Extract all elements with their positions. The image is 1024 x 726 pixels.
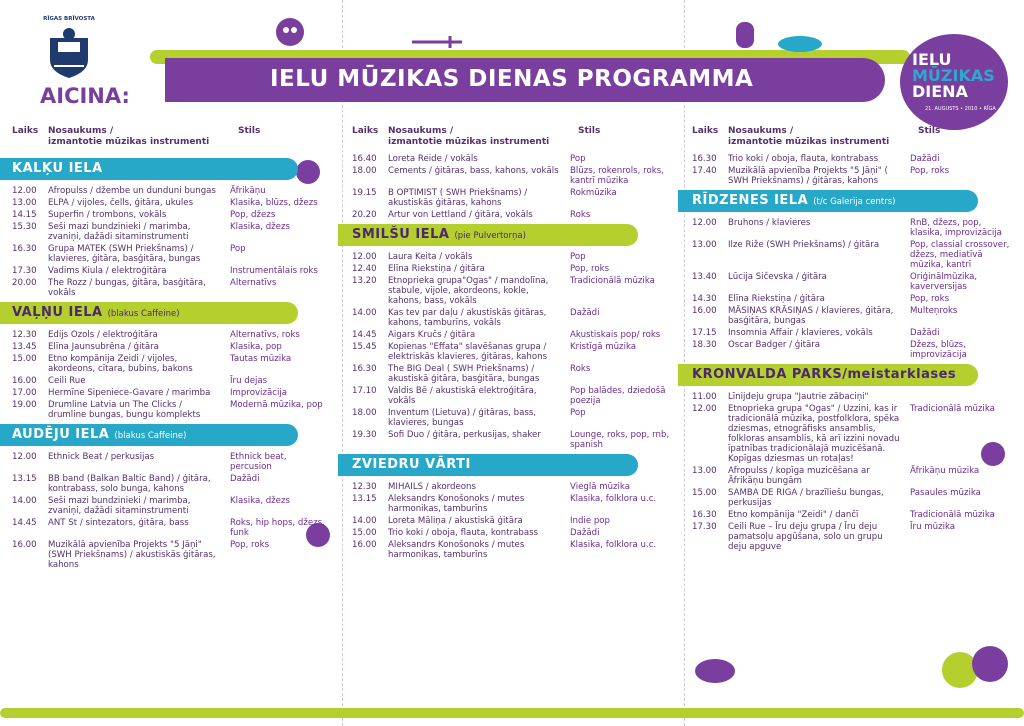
music-style: Pop, classial crossover, džezs, mediatīvā mūzika, kantrī (910, 240, 1010, 270)
program-column-3 (692, 126, 1022, 554)
performance-time: 13.40 (692, 272, 717, 282)
column-divider (684, 0, 685, 726)
performer-name: Bruhons / klavieres (728, 218, 811, 228)
performance-time: 13.20 (352, 276, 377, 286)
performance-time: 13.45 (12, 342, 37, 352)
performer-name: MĀSIŅAS KRĀSIŅAS / klavieres, ģitāra, basģitāra, bungas (728, 306, 894, 326)
performer-name: Līnijdeju grupa "Jautrie zābaciņi" (728, 392, 869, 402)
music-style: RnB, džezs, pop, klasika, improvizācija (910, 218, 1002, 238)
performance-time: 12.00 (692, 404, 717, 414)
trombone-doodle-icon (410, 32, 470, 52)
music-style: Pop (230, 244, 246, 254)
street-name: VAĻŅU IELA (12, 305, 103, 320)
schedule-row (692, 466, 1022, 486)
performance-time: 15.00 (352, 528, 377, 538)
performer-name: ANT St / sintezators, ģitāra, bass (48, 518, 189, 528)
program-column-2 (352, 126, 682, 562)
performer-name: Etno kompānija Zeidi / vijoles, akordeons, cītara, bubins, bakons (48, 354, 193, 374)
schedule-row (12, 210, 342, 220)
music-style: Pop, džezs (230, 210, 276, 220)
header-style: Stils (578, 126, 601, 136)
music-style: Dažādi (910, 154, 940, 164)
music-style: Akustiskais pop/ roks (570, 330, 661, 340)
music-style: Āfrikāņu (230, 186, 266, 196)
performance-time: 12.00 (352, 252, 377, 262)
schedule-row (352, 252, 682, 262)
logo-subtitle: 21. AUGUSTS • 2010 • RĪGA (925, 106, 996, 112)
music-style: Oriģinālmūzika, kaverversijas (910, 272, 978, 292)
street-heading (0, 424, 298, 446)
schedule-row (352, 188, 682, 208)
performer-name: Muzikālā apvienība Projekts "5 Jāņi" ( SWH Priekšnams) / ģitāras, kahons (728, 166, 888, 186)
performance-time: 14.15 (12, 210, 37, 220)
performer-name: The Rozz / bungas, ģitāra, basģitāra, vokāls (48, 278, 206, 298)
performer-name: ELPA / vijoles, čells, ģitāra, ukules (48, 198, 194, 208)
music-style: Roks (570, 210, 591, 220)
header-name: Nosaukums / izmantotie mūzikas instrumenti (728, 126, 890, 147)
performer-name: Aleksandrs Konošonoks / mutes harmonikas, tamburīns (388, 540, 525, 560)
schedule-row (12, 354, 342, 374)
performer-name: Seši mazi bundzinieki / marimba, zvaniņi, dažādi sitaminstrumenti (48, 222, 191, 242)
snail-doodle-icon (770, 26, 830, 56)
performance-time: 16.30 (692, 510, 717, 520)
performance-time: 13.00 (12, 198, 37, 208)
music-style: Klasika, folklora u.c. (570, 540, 657, 550)
street-note: (blakus Caffeine) (114, 431, 187, 441)
music-style: Dažādi (910, 328, 940, 338)
schedule-row (352, 276, 682, 306)
performance-time: 19.30 (352, 430, 377, 440)
music-style: Pop balādes, dziedošā poezija (570, 386, 666, 406)
music-style: Klasika, folklora u.c. (570, 494, 657, 504)
schedule-row (692, 522, 1022, 552)
music-style (910, 392, 1010, 402)
performer-name: Etnoprieka grupa"Ogas" / mandolīna, stabule, vijole, akordeons, kokle, kahons, bass, vokāls (388, 276, 549, 306)
monster-doodle-icon (270, 12, 310, 52)
music-style: Klasika, džezs (230, 222, 290, 232)
performer-name: Insomnia Affair / klavieres, vokāls (728, 328, 873, 338)
performance-time: 15.45 (352, 342, 377, 352)
schedule-row (352, 308, 682, 328)
performer-name: Ceili Rue – Īru deju grupa / Īru deju pamatsoļu apgūšana, solo un grupu deju apguve (728, 522, 883, 552)
creature-doodle-icon (730, 14, 760, 54)
performer-name: Vadims Kiula / elektroģitāra (48, 266, 167, 276)
schedule-row (12, 518, 342, 538)
performer-name: Aigars Kručs / ģitāra (388, 330, 476, 340)
music-style: Tradicionālā mūzika (570, 276, 655, 286)
schedule-row (12, 266, 342, 276)
street-note: (blakus Caffeine) (107, 309, 180, 319)
schedule-row (352, 330, 682, 340)
header-time: Laiks (692, 126, 719, 136)
music-style: Pop, roks (910, 166, 950, 176)
performance-time: 18.00 (352, 166, 377, 176)
schedule-row (352, 516, 682, 526)
performance-time: 20.20 (352, 210, 377, 220)
performer-name: Superfin / trombons, vokāls (48, 210, 167, 220)
performance-time: 12.40 (352, 264, 377, 274)
page-title: IELU MŪZIKAS DIENAS PROGRAMMA (270, 66, 754, 92)
schedule-row (692, 488, 1022, 508)
performance-time: 17.10 (352, 386, 377, 396)
performance-time: 14.00 (352, 516, 377, 526)
performer-name: Hermīne Sipeniece-Gavare / marimba (48, 388, 211, 398)
performance-time: 18.30 (692, 340, 717, 350)
performance-time: 19.00 (12, 400, 37, 410)
music-style: Pop (570, 154, 586, 164)
street-heading (678, 190, 978, 212)
performance-time: 16.00 (12, 540, 37, 550)
street-name: ZVIEDRU VĀRTI (352, 457, 471, 472)
street-name: KRONVALDA PARKS/meistarklases (692, 367, 957, 382)
performer-name: Drumline Latvia un The Clicks / drumline bungas, bungu komplekts (48, 400, 201, 420)
performer-name: B OPTIMIST ( SWH Priekšnams) / akustiskās ģitāras, kahons (388, 188, 528, 208)
performance-time: 16.00 (352, 540, 377, 550)
performer-name: Inventum (Lietuva) / ģitāras, bass, klavieres, bungas (388, 408, 537, 428)
music-style: Pop (570, 408, 586, 418)
header-style: Stils (918, 126, 941, 136)
schedule-row (692, 340, 1022, 360)
performance-time: 15.00 (692, 488, 717, 498)
performer-name: Edijs Ozols / elektroģitāra (48, 330, 158, 340)
music-style: Pop, roks (910, 294, 950, 304)
performance-time: 14.45 (12, 518, 37, 528)
schedule-row (12, 198, 342, 208)
performance-time: 13.00 (692, 240, 717, 250)
schedule-row (12, 278, 342, 298)
music-style: Klasika, džezs (230, 496, 290, 506)
table-header (692, 126, 1022, 154)
performer-name: Etno kompānija "Zeidi" / dančī (728, 510, 859, 520)
music-style: Indie pop (570, 516, 611, 526)
performance-time: 12.00 (12, 452, 37, 462)
performance-time: 13.00 (692, 466, 717, 476)
schedule-row (12, 388, 342, 398)
bottom-ribbon (0, 708, 1024, 718)
music-style: Džezs, blūzs, improvizācija (910, 340, 967, 360)
performance-time: 12.30 (12, 330, 37, 340)
music-style: Klasika, blūzs, džezs (230, 198, 318, 208)
schedule-row (692, 154, 1022, 164)
schedule-row (352, 540, 682, 560)
performer-name: Laura Keita / vokāls (388, 252, 473, 262)
performance-time: 15.30 (12, 222, 37, 232)
performance-time: 14.00 (12, 496, 37, 506)
street-name: RĪDZENES IELA (692, 193, 809, 208)
performer-name: Afropulss / kopīga muzicēšana ar Āfrikāņu bungām (728, 466, 870, 486)
music-style: Rokmūzika (570, 188, 617, 198)
header-name: Nosaukums / izmantotie mūzikas instrumenti (388, 126, 550, 147)
header-time: Laiks (12, 126, 39, 136)
performance-time: 13.15 (12, 474, 37, 484)
music-style: Dažādi (570, 528, 600, 538)
schedule-row (692, 166, 1022, 186)
performer-name: Grupa MATEK (SWH Priekšnams) / klavieres, ģitāra, basģitāra, bungas (48, 244, 201, 264)
performer-name: Cements / ģitāras, bass, kahons, vokāls (388, 166, 559, 176)
logo-line-1: IELU (912, 50, 952, 69)
music-style: Blūzs, rokenrols, roks, kantrī mūzika (570, 166, 664, 186)
trees-doodle-icon (935, 640, 1015, 710)
music-style: Kristīgā mūzika (570, 342, 637, 352)
performance-time: 16.40 (352, 154, 377, 164)
schedule-row (692, 272, 1022, 292)
performance-time: 17.30 (692, 522, 717, 532)
music-style: Instrumentālais roks (230, 266, 318, 276)
invite-label: AICINA: (40, 84, 130, 108)
performer-name: Etnoprieka grupa "Ogas" / Uzzini, kas ir tradicionālā mūzika, postfolklora, spēka dziesmas, etnogrāfisks ansamblis, folkloras ansamblis, kā arī izzini novadu īpatnības tradicionālajā muzicēšanā. Kopīgas dziesmas un rotaļas! (728, 404, 900, 464)
rain-cloud-doodle-icon (690, 655, 740, 695)
logo-line-2: MŪZIKAS (912, 66, 995, 85)
music-style: Vieglā mūzika (570, 482, 631, 492)
schedule-row (12, 376, 342, 386)
schedule-row (12, 222, 342, 242)
street-heading (0, 302, 298, 324)
schedule-row (692, 294, 1022, 304)
music-style: Roks (570, 364, 591, 374)
schedule-row (12, 474, 342, 494)
performer-name: Afropulss / džembe un dunduni bungas (48, 186, 216, 196)
performer-name: Oscar Badger / ģitāra (728, 340, 821, 350)
schedule-row (12, 496, 342, 516)
performance-time: 12.30 (352, 482, 377, 492)
street-heading (338, 224, 638, 246)
street-heading (678, 364, 978, 386)
performer-name: Loreta Māliņa / akustiskā ģitāra (388, 516, 523, 526)
schedule-row (692, 404, 1022, 464)
schedule-row (352, 210, 682, 220)
performer-name: Sofi Duo / ģitāra, perkusijas, shaker (388, 430, 541, 440)
music-style: Pasaules mūzika (910, 488, 981, 498)
schedule-row (692, 218, 1022, 238)
table-header (352, 126, 682, 154)
music-style: Lounge, roks, pop, rnb, spanish (570, 430, 670, 450)
performer-name: SAMBA DE RIGA / brazīliešu bungas, perkusijas (728, 488, 884, 508)
performance-time: 14.00 (352, 308, 377, 318)
performer-name: Ceili Rue (48, 376, 86, 386)
schedule-row (352, 482, 682, 492)
schedule-row (352, 386, 682, 406)
schedule-row (692, 306, 1022, 326)
performer-name: Kas tev par daļu / akustiskās ģitāras, kahons, tamburīns, vokāls (388, 308, 547, 328)
music-style: Ethnick beat, percusion (230, 452, 287, 472)
schedule-row (352, 430, 682, 450)
street-note: (pie Pulvertorņa) (454, 231, 526, 241)
schedule-row (12, 342, 342, 352)
music-style: Improvizācija (230, 388, 287, 398)
music-style: Multeņroks (910, 306, 958, 316)
schedule-row (692, 510, 1022, 520)
performer-name: Lūcija Sičevska / ģitāra (728, 272, 827, 282)
performance-time: 17.40 (692, 166, 717, 176)
performer-name: Artur von Lettland / ģitāra, vokāls (388, 210, 533, 220)
schedule-row (352, 528, 682, 538)
header-name: Nosaukums / izmantotie mūzikas instrumenti (48, 126, 210, 147)
performer-name: The BIG Deal ( SWH Priekšnams) / akustiskā ģitāra, basģitāra, bungas (388, 364, 540, 384)
festival-logo-text (912, 52, 1008, 100)
performance-time: 20.00 (12, 278, 37, 288)
street-heading (338, 454, 638, 476)
music-style: Dažādi (570, 308, 600, 318)
music-style: Modernā mūzika, pop (230, 400, 323, 410)
schedule-row (692, 240, 1022, 270)
street-name: SMILŠU IELA (352, 227, 450, 242)
music-style: Tradicionālā mūzika (910, 404, 995, 414)
schedule-row (352, 408, 682, 428)
schedule-row (12, 452, 342, 472)
riga-freeport-crest-icon (40, 16, 98, 80)
performance-time: 18.00 (352, 408, 377, 418)
performer-name: Muzikālā apvienība Projekts "5 Jāņi" (SWH Priekšnams) / akustiskās ģitāras, kahons (48, 540, 216, 570)
program-column-1 (12, 126, 342, 572)
performance-time: 16.00 (12, 376, 37, 386)
performance-time: 17.00 (12, 388, 37, 398)
music-style: Klasika, pop (230, 342, 282, 352)
performance-time: 17.30 (12, 266, 37, 276)
performer-name: Trio koki / oboja, flauta, kontrabass (388, 528, 539, 538)
performer-name: Seši mazi bundzinieki / marimba, zvaniņi, dažādi sitaminstrumenti (48, 496, 191, 516)
performance-time: 11.00 (692, 392, 717, 402)
schedule-row (352, 154, 682, 164)
column-divider (342, 0, 343, 726)
performance-time: 13.15 (352, 494, 377, 504)
performance-time: 14.30 (692, 294, 717, 304)
performer-name: MIHAILS / akordeons (388, 482, 476, 492)
performer-name: Aleksandrs Konošonoks / mutes harmonikas, tamburīns (388, 494, 525, 514)
music-style: Īru mūzika (910, 522, 956, 532)
header-time: Laiks (352, 126, 379, 136)
music-style: Pop, roks (570, 264, 610, 274)
performer-name: Elīna Jaunsubrēna / ģitāra (48, 342, 159, 352)
performer-name: Valdis Bē / akustiskā elektroģitāra, vokāls (388, 386, 537, 406)
performance-time: 17.15 (692, 328, 717, 338)
music-style: Dažādi (230, 474, 260, 484)
logo-line-3: DIENA (912, 82, 968, 101)
music-style: Pop, roks (230, 540, 270, 550)
performer-name: Elīna Riekstiņa / ģitāra (388, 264, 485, 274)
performance-time: 16.00 (692, 306, 717, 316)
music-style: Āfrikāņu mūzika (910, 466, 980, 476)
performer-name: Trio koki / oboja, flauta, kontrabass (728, 154, 879, 164)
performance-time: 16.30 (352, 364, 377, 374)
performer-name: BB band (Balkan Baltic Band) / ģitāra, kontrabass, solo bunga, kahons (48, 474, 211, 494)
street-name: KALĶU IELA (12, 161, 103, 176)
performance-time: 16.30 (692, 154, 717, 164)
table-header (12, 126, 342, 154)
music-style: Roks, hip hops, džezs, funk (230, 518, 325, 538)
performance-time: 19.15 (352, 188, 377, 198)
performance-time: 12.00 (692, 218, 717, 228)
schedule-row (12, 186, 342, 196)
schedule-row (692, 328, 1022, 338)
schedule-row (352, 264, 682, 274)
street-heading (0, 158, 298, 180)
street-note: (t/c Galerija centrs) (813, 197, 896, 207)
performance-time: 15.00 (12, 354, 37, 364)
crest-text: RĪGAS BRĪVOSTA (43, 16, 95, 22)
performance-time: 12.00 (12, 186, 37, 196)
schedule-row (352, 494, 682, 514)
performer-name: Ilze Riže (SWH Priekšnams) / ģitāra (728, 240, 880, 250)
music-style: Alternatīvs (230, 278, 277, 288)
schedule-row (692, 392, 1022, 402)
performance-time: 14.45 (352, 330, 377, 340)
performer-name: Kopienas "Effata" slavēšanas grupa / elektriskās klavieres, ģitāras, kahons (388, 342, 548, 362)
music-style: Pop (570, 252, 586, 262)
music-style: Tautas mūzika (230, 354, 292, 364)
schedule-row (352, 166, 682, 186)
schedule-row (352, 342, 682, 362)
performer-name: Loreta Reide / vokāls (388, 154, 478, 164)
schedule-row (12, 244, 342, 264)
street-name: AUDĒJU IELA (12, 427, 110, 442)
performer-name: Ethnick Beat / perkusijas (48, 452, 155, 462)
schedule-row (12, 400, 342, 420)
performer-name: Elīna Riekstiņa / ģitāra (728, 294, 825, 304)
music-style: Alternatīvs, roks (230, 330, 300, 340)
schedule-row (352, 364, 682, 384)
performance-time: 16.30 (12, 244, 37, 254)
music-style: Īru dejas (230, 376, 268, 386)
schedule-row (12, 330, 342, 340)
music-style: Tradicionālā mūzika (910, 510, 995, 520)
schedule-row (12, 540, 342, 570)
header-style: Stils (238, 126, 261, 136)
